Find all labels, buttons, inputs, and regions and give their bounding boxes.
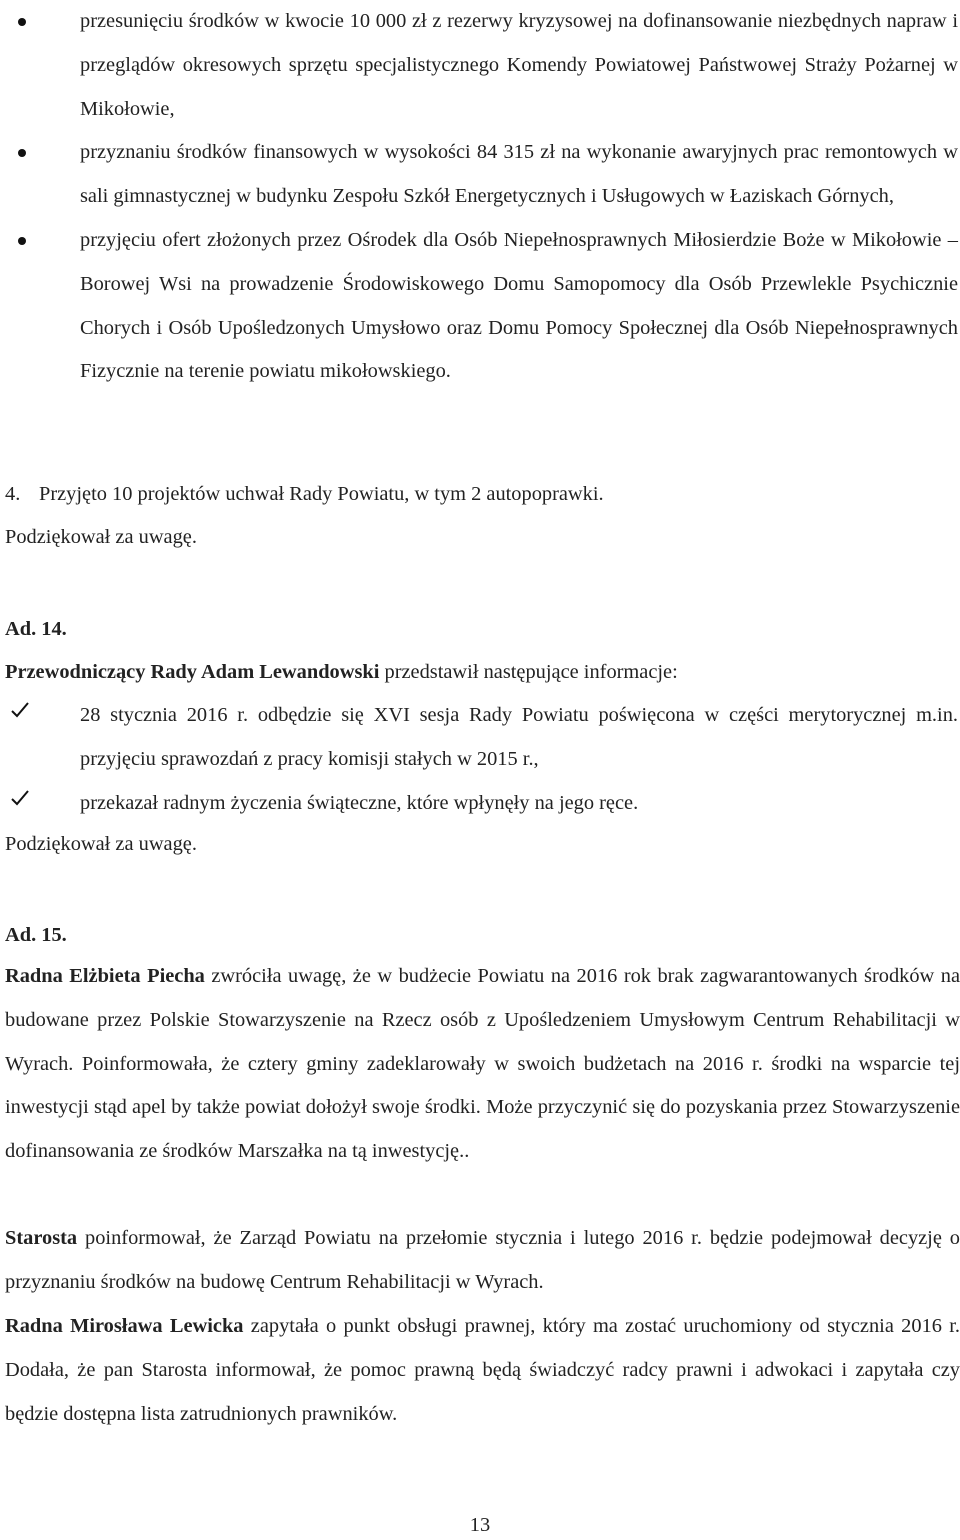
bullet-dot-icon: [18, 237, 26, 245]
bullet-dot-icon: [18, 149, 26, 157]
item-text: Przyjęto 10 projektów uchwał Rady Powiatu, w tym 2 autopoprawki.: [39, 483, 604, 505]
list-item: [0, 131, 960, 219]
item-number: 4.: [5, 483, 21, 505]
paragraph-text: poinformował, że Zarząd Powiatu na przełomie stycznia i lutego 2016 r. będzie podejmował decyzję o przyznaniu środków na budowę Centrum Rehabilitacji w Wyrach.: [5, 1227, 960, 1293]
information-check-list: [0, 694, 960, 825]
numbered-item-4: [5, 479, 604, 509]
paragraph-text: zwróciła uwagę, że w budżecie Powiatu na 2016 rok brak zagwarantowanych środków na budowane przez Polskie Stowarzyszenie na Rzecz osób z Upośledzeniem Umysłowym Centrum Rehabilitacji w Wyrach. Poinformowała, że cztery gminy zadeklarowały w swoich budżetach na 2016 r. środki na wsparcie tej inwestycji stąd apel by także powiat dołożył swoje środki. Może przyczynić się do pozyskania przez Stowarzyszenie dofinansowania ze środków Marszałka na tą inwestycję..: [5, 965, 960, 1163]
list-item-text: 28 stycznia 2016 r. odbędzie się XVI sesja Rady Powiatu poświęcona w części merytorycznej m.in. przyjęciu sprawozdań z pracy komisji stałych w 2015 r.,: [80, 704, 958, 770]
speaker-name: Starosta: [5, 1227, 78, 1249]
list-item-text: przesunięciu środków w kwocie 10 000 zł z rezerwy kryzysowej na dofinansowanie niezbędnych napraw i przeglądów okresowych sprzętu specjalistycznego Komendy Powiatowej Państwowej Straży Pożarnej w Mikołowie,: [80, 10, 958, 120]
statement-text: przedstawił następujące informacje:: [379, 661, 678, 683]
speaker-name: Radna Elżbieta Piecha: [5, 965, 205, 987]
resolution-bullet-list: [0, 0, 960, 394]
list-item-text: przekazał radnym życzenia świąteczne, które wpłynęły na jego ręce.: [80, 791, 639, 814]
checkmark-icon: [10, 700, 30, 720]
list-item-text: przyznaniu środków finansowych w wysokości 84 315 zł na wykonanie awaryjnych prac remontowych w sali gimnastycznej w budynku Zespołu Szkół Energetycznych i Usługowych w Łaziskach Górnych,: [80, 141, 958, 208]
list-item: [0, 219, 960, 394]
paragraph: [5, 1305, 960, 1436]
checkmark-icon: [10, 788, 30, 808]
speaker-name: Przewodniczący Rady Adam Lewandowski: [5, 661, 380, 683]
closing-remark: Podziękował za uwagę.: [5, 833, 197, 855]
page-number: 13: [469, 1514, 491, 1536]
list-item: [0, 0, 960, 131]
agenda-point-heading: Ad. 15.: [5, 924, 67, 946]
paragraph: [5, 955, 960, 1174]
list-item-text: przyjęciu ofert złożonych przez Ośrodek dla Osób Niepełnosprawnych Miłosierdzie Boże w Mikołowie – Borowej Wsi na prowadzenie Środowiskowego Domu Samopomocy dla Osób Przewlekle Psychicznie Chorych i Osób Upośledzonych Umysłowo oraz Domu Pomocy Społecznej dla Osób Niepełnosprawnych Fizycznie na terenie powiatu mikołowskiego.: [80, 228, 958, 383]
bullet-dot-icon: [18, 18, 26, 26]
chair-statement: [5, 657, 678, 687]
agenda-point-heading: Ad. 14.: [5, 618, 67, 640]
list-item: [0, 694, 960, 782]
speaker-name: Radna Mirosława Lewicka: [5, 1315, 244, 1337]
list-item: [0, 782, 960, 826]
closing-remark: Podziękował za uwagę.: [5, 526, 197, 548]
paragraph-text: zapytała o punkt obsługi prawnej, który ma zostać uruchomiony od stycznia 2016 r. Dodała, że pan Starosta informował, że pomoc prawną będą świadczyć radcy prawni i adwokaci i zapytała czy będzie dostępna lista zatrudnionych prawników.: [5, 1315, 960, 1425]
paragraph: [5, 1217, 960, 1305]
